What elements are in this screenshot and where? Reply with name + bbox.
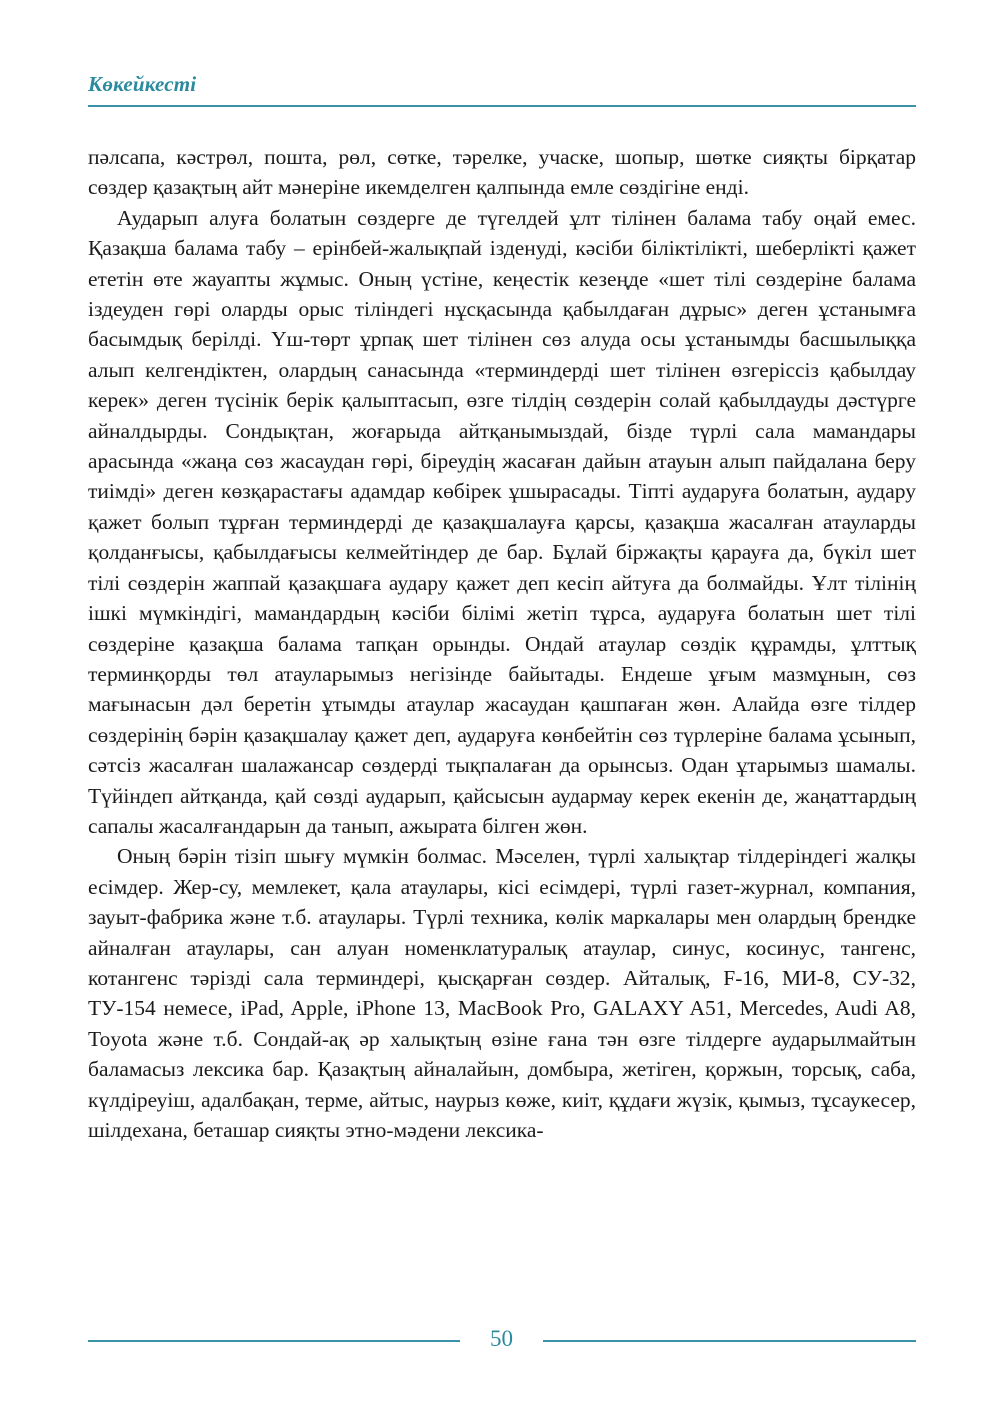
footer-rule-left xyxy=(88,1340,460,1342)
page-number: 50 xyxy=(490,1326,513,1351)
footer-rule-right xyxy=(543,1340,916,1342)
paragraph: Оның бәрін тізіп шығу мүмкін болмас. Мәселен, түрлі халықтар тілдеріндегі жалқы есімдер. Жер-су, мемлекет, қала атаулары, кісі есімдері, түрлі газет-журнал, компания, зауыт-фабрика және т.б. атаулары. Түрлі техника, көлік маркалары мен олардың брендке айналған атаулары, сан алуан номенклатуралық атаулар, синус, косинус, тангенс, котангенс тәрізді сала терминдері, қысқарған сөздер. Айталық, F-16, МИ-8, СУ-32, ТУ-154 немесе, iPad, Apple, iPhone 13, MacBook Pro, GALAXY A51, Mercedes, Audi A8, Toyota және т.б. Сондай-ақ әр халықтың өзіне ғана тән өзге тілдерге аударылмайтын баламасыз лексика бар. Қазақтың айналайын, домбыра, жетіген, қоржын, торсық, саба, күлдіреуіш, адалбақан, терме, айтыс, наурыз көже, киіт, құдағи жүзік, қымыз, тұсаукесер, шілдехана, беташар сияқты этно-мәдени лексика- xyxy=(88,844,916,1142)
body-text xyxy=(88,142,916,1145)
running-header: Көкейкесті xyxy=(88,72,197,96)
paragraph: пәлсапа, кәстрөл, пошта, рөл, сөтке, тәрелке, учаске, шопыр, шөтке сияқты бірқатар сөздер қазақтың айт мәнеріне икемделген қалпында емле сөздігіне енді. xyxy=(88,145,916,200)
header-rule xyxy=(88,105,916,107)
paragraph: Аударып алуға болатын сөздерге де түгелдей ұлт тілінен балама табу оңай емес. Қазақша балама табу – ерінбей-жалықпай ізденуді, кәсіби біліктілікті, шеберлікті қажет ететін өте жауапты жұмыс. Оның үстіне, кеңестік кезеңде «шет тілі сөздеріне балама іздеуден гөрі оларды орыс тіліндегі нұсқасында қабылдаған дұрыс» деген ұстанымға басымдық берілді. Үш-төрт ұрпақ шет тілінен сөз алуда осы ұстанымды басшылыққа алып келгендіктен, олардың санасында «терминдерді шет тілінен өзгеріссіз қабылдау керек» деген түсінік берік қалыптасып, өзге тілдің сөздерін солай қабылдауды дәстүрге айналдырды. Сондықтан, жоғарыда айтқанымыздай, бізде түрлі сала мамандары арасында «жаңа сөз жасаудан гөрі, біреудің жасаған дайын атауын алып пайдалана беру тиімді» деген көзқарастағы адамдар көбірек ұшырасады. Тіпті аударуға болатын, аудару қажет болып тұрған терминдерді де қазақшалауға қарсы, қазақша жасалған атауларды қолданғысы, қабылдағысы келмейтіндер де бар. Бұлай біржақты қарауға да, бүкіл шет тілі сөздерін жаппай қазақшаға аудару қажет деп кесіп айтуға да болмайды. Ұлт тілінің ішкі мүмкіндігі, мамандардың кәсіби білімі жетіп тұрса, аударуға болатын шет тілі сөздеріне қазақша балама тапқан орынды. Ондай атаулар сөздік құрамды, ұлттық терминқорды төл атауларымыз негізінде байытады. Ендеше ұғым мазмұнын, сөз мағынасын дәл беретін ұтымды атаулар жасаудан қашпаған жөн. Алайда өзге тілдер сөздерінің бәрін қазақшалау қажет деп, аударуға көнбейтін сөз түрлеріне балама ұсынып, сәтсіз жасалған шалажансар сөздерді тықпалаған да орынсыз. Одан ұтарымыз шамалы. Түйіндеп айтқанда, қай сөзді аударып, қайсысын аудармау керек екенін де, жаңаттардың сапалы жасалғандарын да танып, ажырата білген жөн. xyxy=(88,205,916,838)
